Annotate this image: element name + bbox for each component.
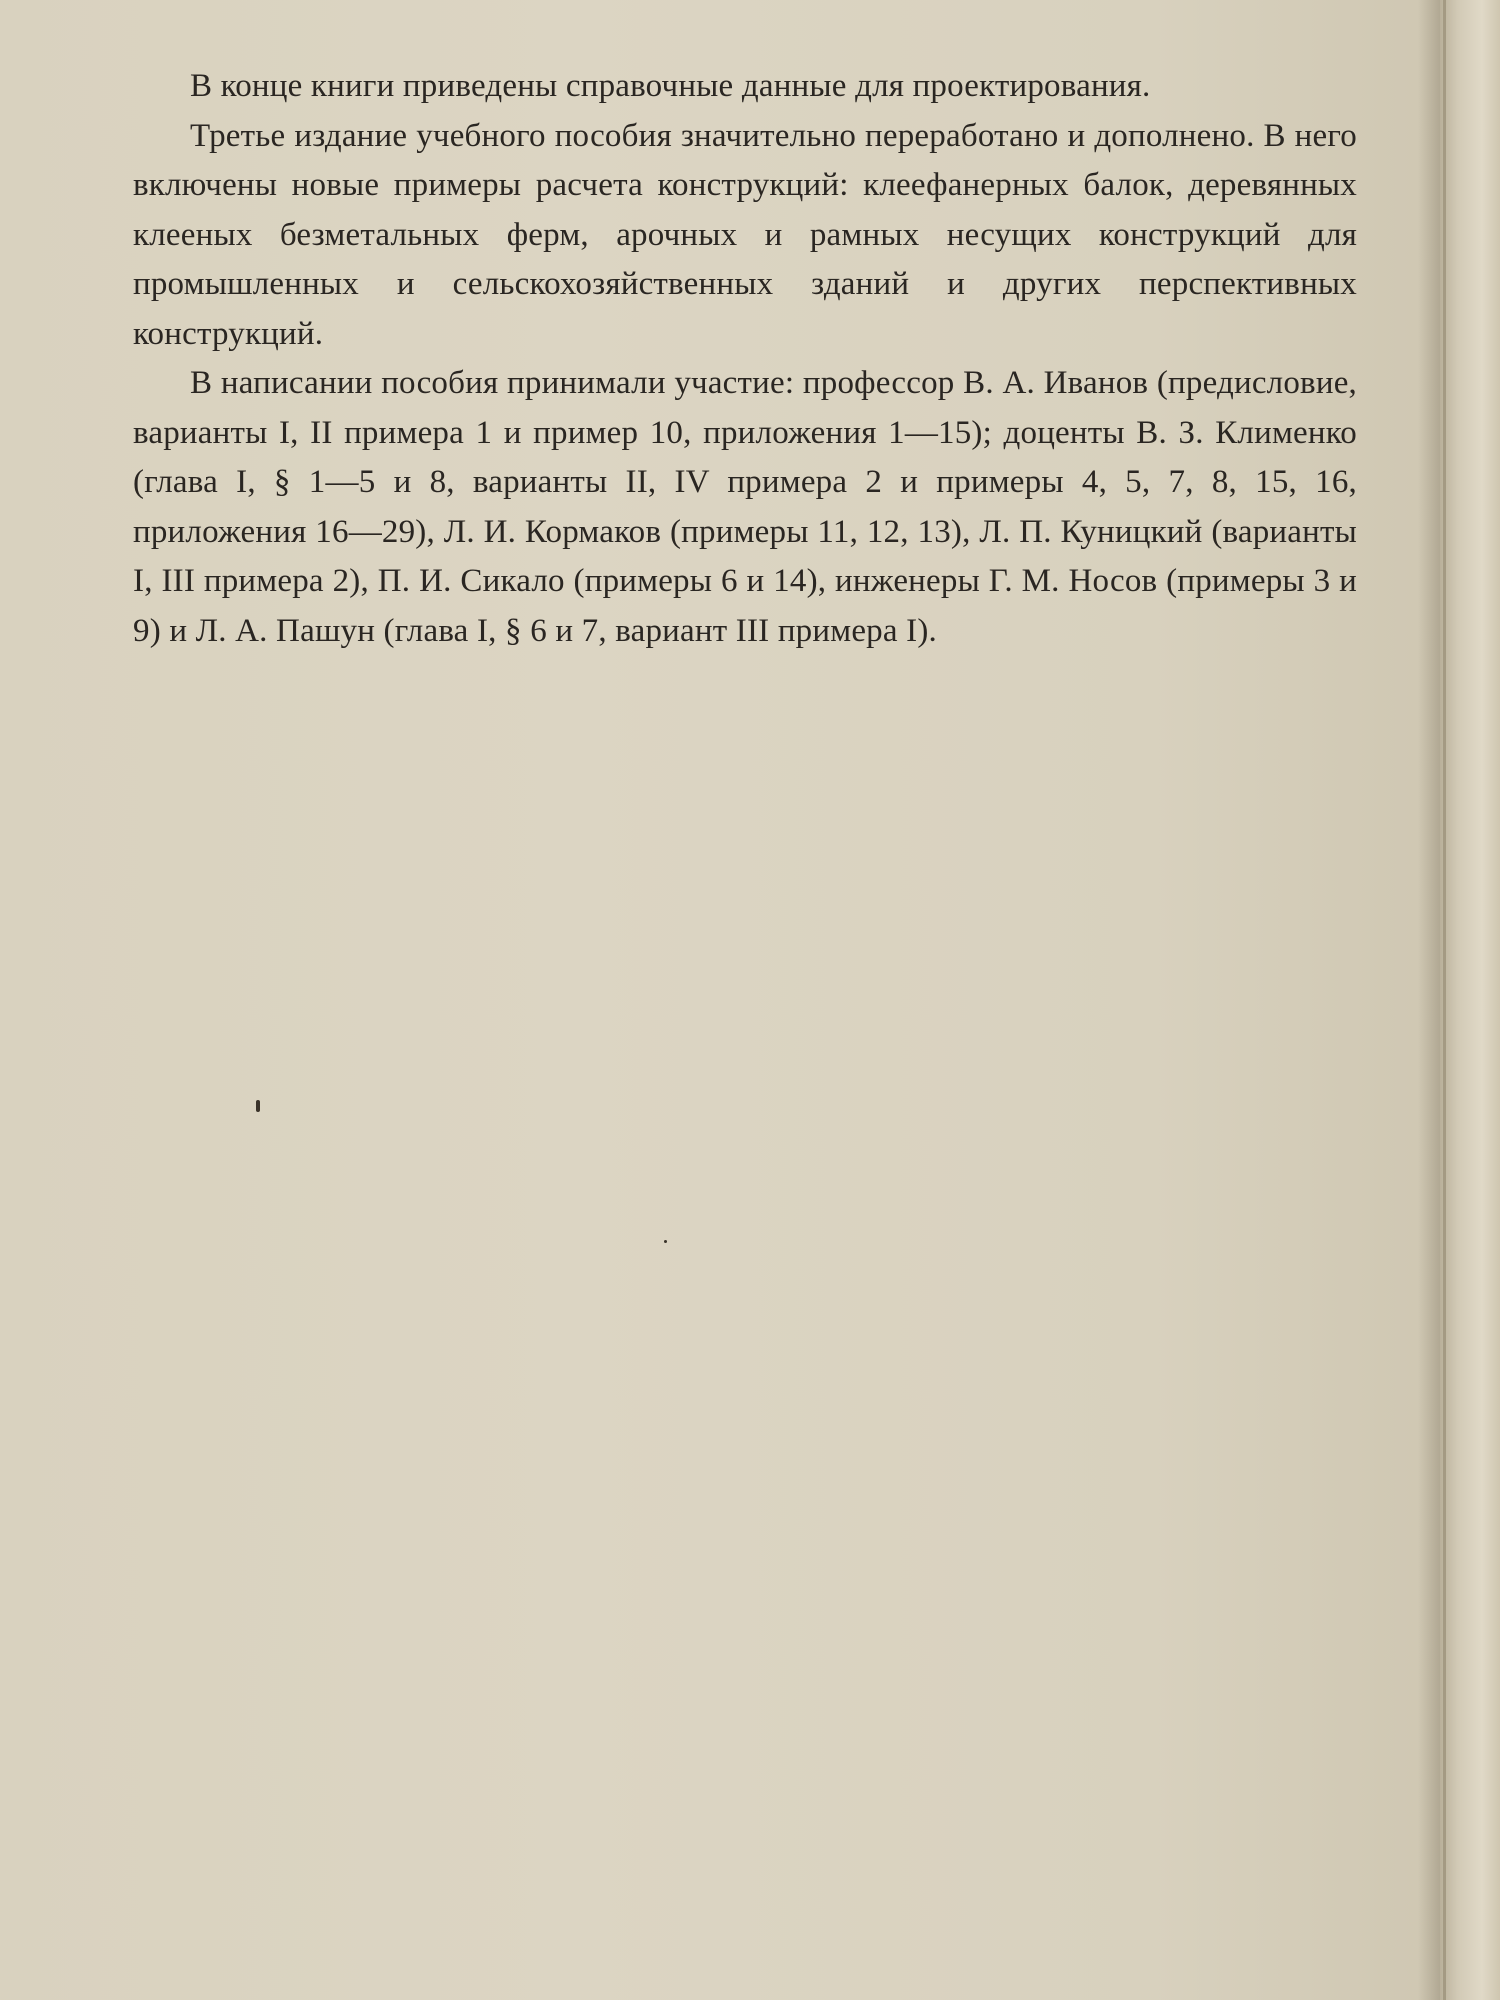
paragraph-third-edition: Третье издание учебного пособия значительно переработано и дополнено. В него включены новые примеры расчета конструкций: клеефанерных балок, деревянных клееных безметальных ферм, арочных и рамных несущих конструкций для промышленных и сельскохозяйственных зданий и других перспективных конструкций.: [133, 117, 1357, 352]
paper-speck: [664, 1240, 667, 1243]
page-stack-edge: [1440, 0, 1500, 2000]
paragraph-reference-data: В конце книги приведены справочные данные для проектирования.: [190, 68, 1151, 104]
page-edge-line: [1443, 0, 1446, 2000]
paper-speck: [256, 1100, 260, 1112]
page-gutter-shadow: [1418, 0, 1440, 2000]
paragraph-authors: В написании пособия принимали участие: профессор В. А. Иванов (предисловие, варианты I, II примера 1 и пример 10, приложения 1—15); доценты В. З. Клименко (глава I, § 1—5 и 8, варианты II, IV примера 2 и примеры 4, 5, 7, 8, 15, 16, приложения 16—29), Л. И. Кормаков (примеры 11, 12, 13), Л. П. Куницкий (варианты I, III примера 2), П. И. Сикало (примеры 6 и 14), инженеры Г. М. Носов (примеры 3 и 9) и Л. А. Пашун (глава I, § 6 и 7, вариант III примера I).: [133, 365, 1357, 649]
page-text: [133, 62, 1357, 656]
